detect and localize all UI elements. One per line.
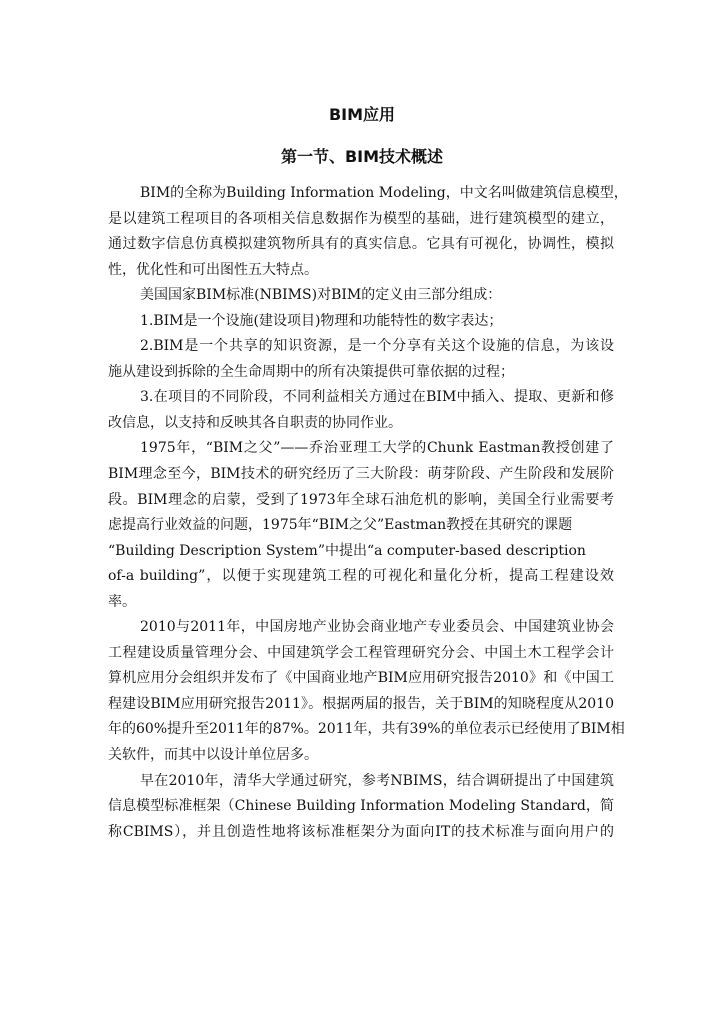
text-line: BIM理念至今，BIM技术的研究经历了三大阶段：萌芽阶段、产生阶段和发展阶 (108, 466, 614, 483)
text-line: 施从建设到拆除的全生命周期中的所有决策提供可靠依据的过程； (108, 363, 514, 380)
text-line: 美国国家BIM标准(NBIMS)对BIM的定义由三部分组成： (140, 287, 502, 304)
text-line: 性，优化性和可出图性五大特点。 (108, 261, 318, 278)
text-line: 算机应用分会组织并发布了《中国商业地产BIM应用研究报告2010》和《中国工 (108, 670, 614, 687)
text-line: 3.在项目的不同阶段，不同利益相关方通过在BIM中插入、提取、更新和修 (140, 389, 614, 406)
text-line: 年的60%提升至2011年的87%。2011年，共有39%的单位表示已经使用了BIM相 (108, 721, 625, 738)
text-line: 早在2010年，清华大学通过研究，参考NBIMS，结合调研提出了中国建筑 (140, 772, 614, 789)
section-title: 第一节、BIM技术概述 (280, 147, 444, 166)
text-line: 是以建筑工程项目的各项相关信息数据作为模型的基础，进行建筑模型的建立， (108, 210, 614, 227)
text-line: “Building Description System”中提出“a computer-based description (108, 542, 586, 559)
text-line: 率。 (108, 593, 136, 610)
text-line: of-a building”，以便于实现建筑工程的可视化和量化分析，提高工程建设效 (108, 568, 614, 585)
document-title: BIM应用 (328, 105, 396, 124)
text-line: 2.BIM是一个共享的知识资源，是一个分享有关这个设施的信息，为该设 (140, 338, 614, 355)
text-line: 虑提高行业效益的问题，1975年“BIM之父”Eastman教授在其研究的课题 (108, 517, 573, 534)
text-line: 1.BIM是一个设施(建设项目)物理和功能特性的数字表达； (140, 312, 503, 329)
text-line: 关软件，而其中以设计单位居多。 (108, 747, 318, 764)
body-text (108, 181, 628, 845)
text-line: 通过数字信息仿真模拟建筑物所具有的真实信息。它具有可视化，协调性，模拟 (108, 236, 614, 253)
text-line: 信息模型标准框架（Chinese Building Information Modeling Standard，简 (108, 798, 614, 815)
text-line: 2010与2011年，中国房地产业协会商业地产专业委员会、中国建筑业协会 (140, 619, 614, 636)
text-line: 程建设BIM应用研究报告2011》。根据两届的报告，关于BIM的知晓程度从2010 (108, 695, 614, 712)
text-line: 工程建设质量管理分会、中国建筑学会工程管理研究分会、中国土木工程学会计 (108, 644, 614, 661)
text-line: BIM的全称为Building Information Modeling，中文名叫做建筑信息模型， (140, 185, 628, 201)
text-line: 改信息，以支持和反映其各自职责的协同作业。 (108, 414, 402, 431)
text-line: 称CBIMS），并且创造性地将该标准框架分为面向IT的技术标准与面向用户的 (108, 823, 614, 840)
text-line: 1975年，“BIM之父”——乔治亚理工大学的Chunk Eastman教授创建了 (140, 440, 614, 457)
text-line: 段。BIM理念的启蒙，受到了1973年全球石油危机的影响，美国全行业需要考 (108, 491, 614, 508)
